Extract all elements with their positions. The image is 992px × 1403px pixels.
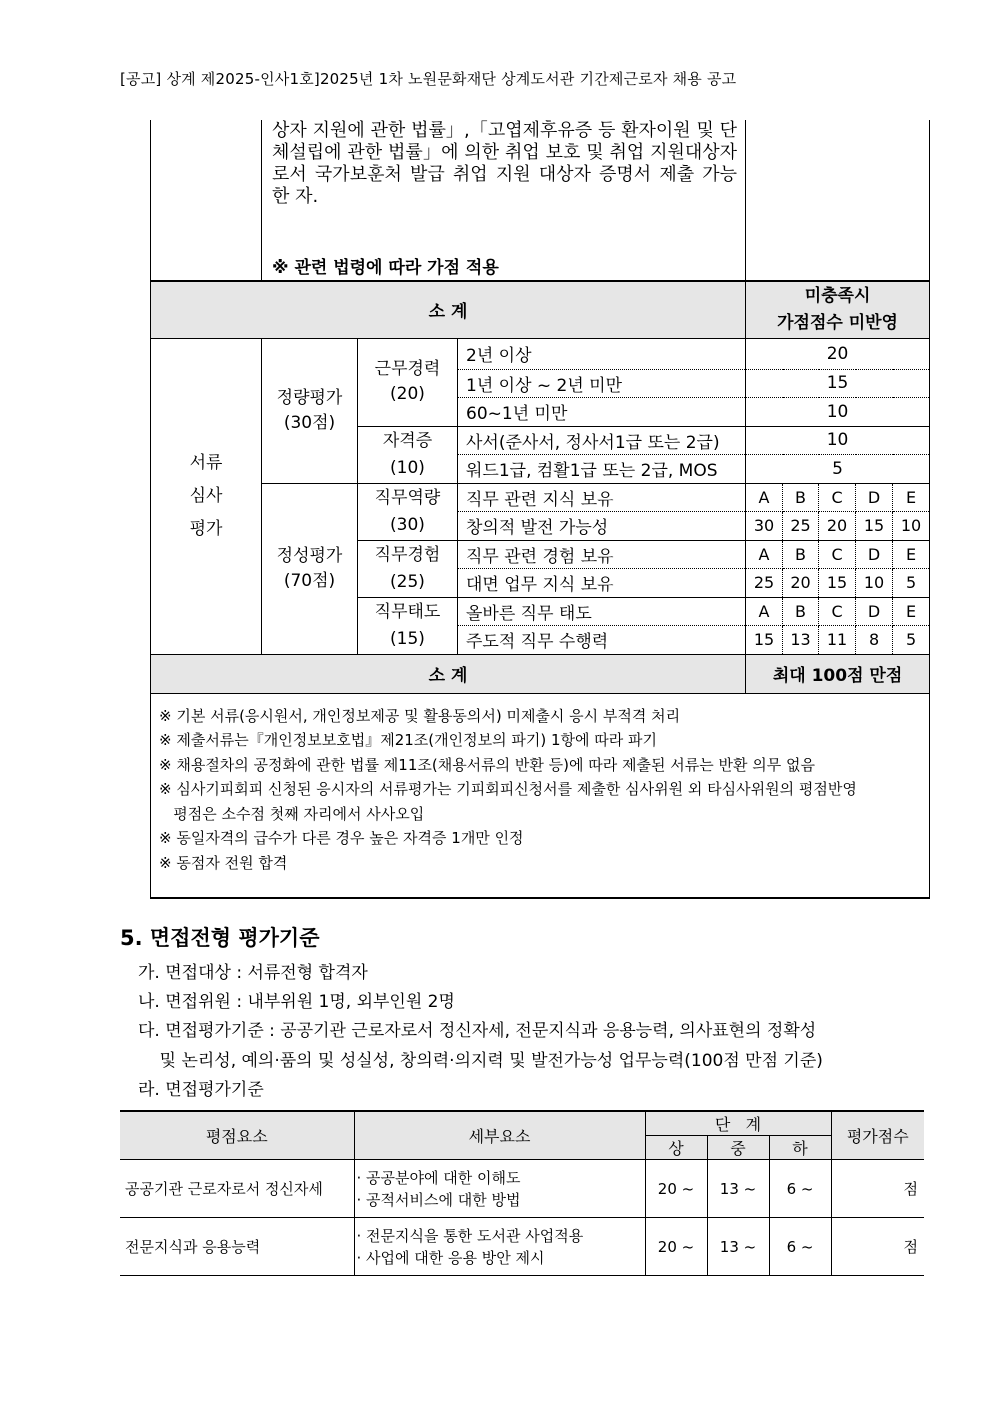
- qual-item: 직무 관련 경험 보유: [458, 540, 746, 569]
- subtotal-value-line: 미충족시: [804, 285, 871, 306]
- qual-item: 주도적 직무 수행력: [458, 626, 746, 655]
- qual-group-line: (25): [390, 571, 425, 592]
- section-line: 나. 면접위원 : 내부위원 1명, 외부인원 2명: [138, 992, 455, 1012]
- grade-score: 25: [746, 569, 783, 598]
- qual-item: 대면 업무 지식 보유: [458, 569, 746, 598]
- notes-box: [151, 693, 930, 898]
- grade-score: 20: [783, 569, 819, 598]
- grade-score: 10: [893, 512, 930, 541]
- col-element-header: 평점요소: [120, 1111, 354, 1160]
- quant-eval-line: 정량평가: [276, 387, 343, 408]
- cert-label-line: (10): [390, 457, 425, 478]
- career-item: 1년 이상 ~ 2년 미만: [458, 369, 746, 397]
- blank-cell: [151, 250, 262, 281]
- section-line: 가. 면접대상 : 서류전형 합격자: [138, 963, 368, 983]
- section-title: 5. 면접전형 평가기준: [120, 926, 320, 950]
- col-score-header: 평가점수: [831, 1111, 924, 1160]
- detail-line: · 공적서비스에 대한 방법: [356, 1190, 521, 1209]
- law-line: 체설립에 관한 법률」에 의한 취업 보호 및 취업 지원대상자: [272, 142, 738, 163]
- grade-cell: A: [746, 483, 783, 512]
- col-mid-header: 중: [707, 1136, 769, 1160]
- cert-label: [358, 426, 458, 483]
- cert-label-line: 자격증: [382, 430, 433, 451]
- grade-score: 8: [856, 626, 893, 655]
- competency-label: [358, 483, 458, 540]
- subtotal-value: 최대 100점 만점: [746, 654, 930, 693]
- grade-cell: B: [783, 540, 819, 569]
- grade-cell: E: [893, 597, 930, 626]
- col-detail-header: 세부요소: [354, 1111, 645, 1160]
- section-label-line: 평가: [189, 518, 223, 539]
- grade-cell: C: [819, 597, 856, 626]
- grade-cell: A: [746, 540, 783, 569]
- cert-score: 10: [746, 426, 930, 455]
- cert-item: 사서(준사서, 정사서1급 또는 2급): [458, 426, 746, 455]
- row-mid: 13 ~: [707, 1160, 769, 1218]
- grade-cell: A: [746, 597, 783, 626]
- row-element: 공공기관 근로자로서 정신자세: [120, 1160, 354, 1218]
- career-item: 2년 이상: [458, 338, 746, 369]
- row-detail: [354, 1160, 645, 1218]
- qual-item: 직무 관련 지식 보유: [458, 483, 746, 512]
- section-label: [151, 338, 262, 654]
- document-header: [공고] 상계 제2025-인사1호]2025년 1차 노원문화재단 상계도서관 기간제근로자 채용 공고: [120, 70, 737, 88]
- row-detail: [354, 1218, 645, 1276]
- detail-line: · 전문지식을 통한 도서관 사업적용: [356, 1226, 584, 1245]
- law-line: 로서 국가보훈처 발급 취업 지원 대상자 증명서 제출 가능: [272, 164, 738, 185]
- subtotal-value: [746, 281, 930, 338]
- cert-item: 워드1급, 컴활1급 또는 2급, MOS: [458, 455, 746, 484]
- subtotal-label: 소 계: [151, 281, 746, 338]
- cert-score: 5: [746, 455, 930, 484]
- quant-eval-line: (30점): [283, 412, 336, 433]
- screening-score-table: [150, 250, 930, 899]
- career-item: 60~1년 미만: [458, 397, 746, 426]
- blank-cell: [746, 250, 930, 281]
- grade-score: 10: [856, 569, 893, 598]
- col-high-header: 상: [645, 1136, 707, 1160]
- note-line: ※ 심사기피회피 신청된 응시자의 서류평가는 기피회피신청서를 제출한 심사위원 외 타심사위원의 평점반영: [159, 780, 857, 798]
- row-score: 점: [831, 1160, 924, 1218]
- grade-score: 20: [819, 512, 856, 541]
- grade-score: 15: [819, 569, 856, 598]
- grade-score: 25: [783, 512, 819, 541]
- qual-group-line: 직무역량: [374, 487, 441, 508]
- grade-score: 5: [893, 569, 930, 598]
- section-label-line: 서류: [189, 452, 223, 473]
- grade-cell: B: [783, 597, 819, 626]
- grade-cell: D: [856, 597, 893, 626]
- note-line: ※ 제출서류는『개인정보보호법』제21조(개인정보의 파기) 1항에 따라 파기: [159, 731, 657, 749]
- section-line: 및 논리성, 예의·품의 및 성실성, 창의력·의지력 및 발전가능성 업무능력(100점 만점 기준): [138, 1051, 823, 1071]
- grade-score: 15: [746, 626, 783, 655]
- grade-score: 11: [819, 626, 856, 655]
- grade-cell: D: [856, 540, 893, 569]
- law-note: ※ 관련 법령에 따라 가점 적용: [262, 250, 746, 281]
- quant-eval-label: [262, 338, 358, 483]
- qual-group-line: (15): [390, 628, 425, 649]
- row-mid: 13 ~: [707, 1218, 769, 1276]
- career-score: 10: [746, 397, 930, 426]
- row-score: 점: [831, 1218, 924, 1276]
- qual-item: 창의적 발전 가능성: [458, 512, 746, 541]
- detail-line: · 사업에 대한 응용 방안 제시: [356, 1248, 545, 1267]
- grade-cell: E: [893, 483, 930, 512]
- col-stage-header: 단 계: [645, 1111, 831, 1136]
- note-line: ※ 동일자격의 급수가 다른 경우 높은 자격증 1개만 인정: [159, 829, 524, 847]
- grade-score: 5: [893, 626, 930, 655]
- col-low-header: 하: [769, 1136, 831, 1160]
- career-label-line: 근무경력: [374, 359, 441, 379]
- subtotal-label: 소 계: [151, 654, 746, 693]
- career-label-line: (20): [390, 384, 425, 404]
- grade-cell: B: [783, 483, 819, 512]
- grade-cell: C: [819, 540, 856, 569]
- qual-group-line: (30): [390, 514, 425, 535]
- note-line: 평점은 소수점 첫째 자리에서 사사오입: [159, 804, 425, 823]
- career-score: 20: [746, 338, 930, 369]
- attitude-label: [358, 597, 458, 654]
- experience-label: [358, 540, 458, 597]
- note-line: ※ 동점자 전원 합격: [159, 853, 288, 872]
- section-line: 라. 면접평가기준: [138, 1080, 264, 1100]
- grade-cell: D: [856, 483, 893, 512]
- grade-cell: E: [893, 540, 930, 569]
- row-element: 전문지식과 응용능력: [120, 1218, 354, 1276]
- note-line: ※ 채용절차의 공정화에 관한 법률 제11조(채용서류의 반환 등)에 따라 제출된 서류는 반환 의무 없음: [159, 755, 815, 774]
- career-score: 15: [746, 369, 930, 397]
- note-line: ※ 기본 서류(응시원서, 개인정보제공 및 활용동의서) 미제출시 응시 부적격 처리: [159, 706, 681, 725]
- grade-score: 15: [856, 512, 893, 541]
- qual-group-line: 직무경험: [374, 544, 441, 565]
- law-line: 한 자.: [272, 186, 319, 207]
- section-label-line: 심사: [189, 485, 223, 506]
- interview-criteria-table: [120, 1110, 924, 1276]
- qual-eval-line: (70점): [283, 570, 336, 591]
- qual-eval-line: 정성평가: [276, 545, 343, 566]
- row-low: 6 ~: [769, 1160, 831, 1218]
- career-label: [358, 338, 458, 426]
- section-line: 다. 면접평가기준 : 공공기관 근로자로서 정신자세, 전문지식과 응용능력, 의사표현의 정확성: [138, 1021, 817, 1041]
- qual-eval-label: [262, 483, 358, 654]
- row-high: 20 ~: [645, 1160, 707, 1218]
- row-low: 6 ~: [769, 1218, 831, 1276]
- subtotal-value-line: 가점점수 미반영: [777, 312, 898, 333]
- qual-item: 올바른 직무 태도: [458, 597, 746, 626]
- law-line: 상자 지원에 관한 법률」,「고엽제후유증 등 환자이원 및 단: [272, 120, 738, 141]
- grade-score: 13: [783, 626, 819, 655]
- detail-line: · 공공분야에 대한 이해도: [356, 1168, 521, 1187]
- qual-group-line: 직무태도: [374, 601, 441, 622]
- grade-score: 30: [746, 512, 783, 541]
- grade-cell: C: [819, 483, 856, 512]
- row-high: 20 ~: [645, 1218, 707, 1276]
